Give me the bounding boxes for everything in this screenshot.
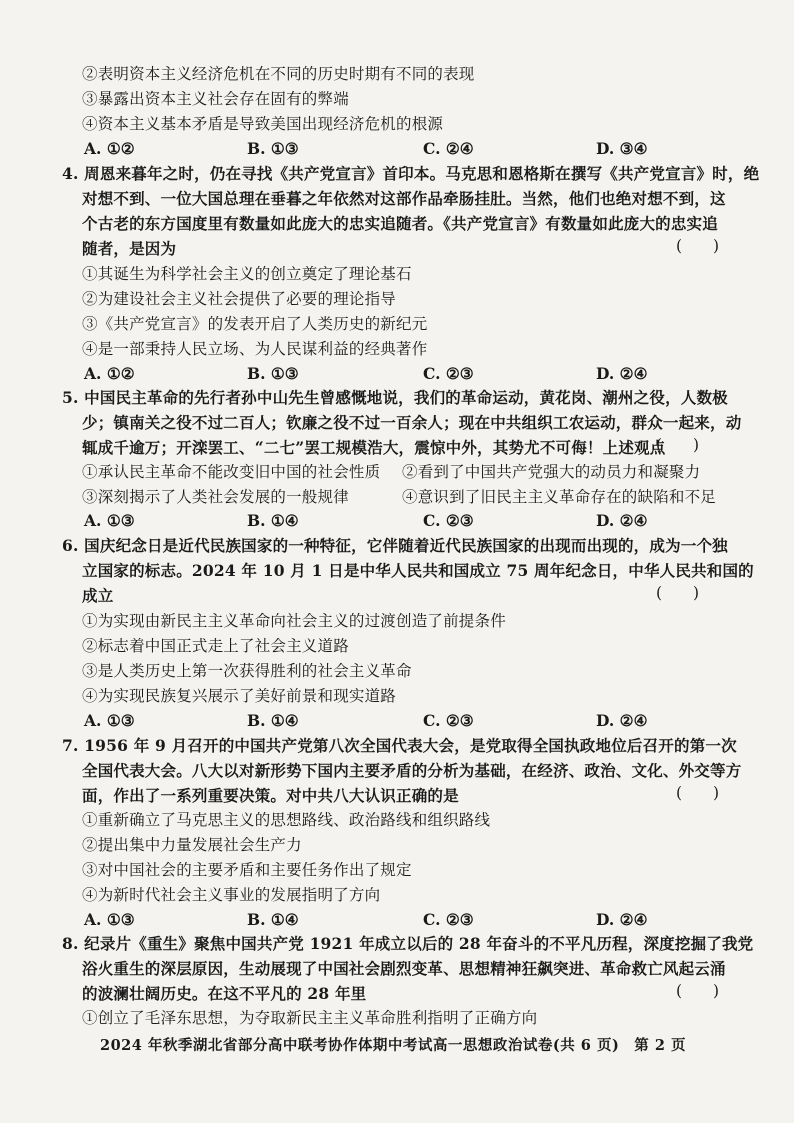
q5-answer-blank: ( ) (656, 436, 700, 454)
q7-choice-d: D. ②④ (596, 910, 648, 929)
q7-option-3: ③对中国社会的主要矛盾和主要任务作出了规定 (82, 861, 412, 879)
q5-option-3: ③深刻揭示了人类社会发展的一般规律 (82, 488, 349, 506)
q6-choice-a: A. ①③ (84, 711, 135, 730)
q5-choice-a: A. ①③ (84, 511, 135, 530)
q4-choice-b: B. ①③ (247, 364, 299, 383)
q8-answer-blank: ( ) (676, 982, 720, 1000)
q4-stem-line-2: 对想不到、一位大国总理在垂暮之年依然对这部作品牵肠挂肚。当然，他们也绝对想不到，这 (82, 189, 726, 208)
q4-stem-line-4: 随者，是因为 (82, 239, 177, 258)
q5-option-4: ④意识到了旧民主主义革命存在的缺陷和不足 (402, 488, 717, 506)
q8-stem-line-2: 浴火重生的深层原因，生动展现了中国社会剧烈变革、思想精神狂飙突进、革命救亡风起云涌 (82, 959, 726, 978)
q6-option-1: ①为实现由新民主主义革命向社会主义的过渡创造了前提条件 (82, 612, 506, 630)
q3-choice-a: A. ①② (84, 139, 135, 158)
q7-stem-line-3: 面，作出了一系列重要决策。对中共八大认识正确的是 (82, 786, 459, 805)
q4-option-4: ④是一部秉持人民立场、为人民谋利益的经典著作 (82, 340, 428, 358)
q4-option-1: ①其诞生为科学社会主义的创立奠定了理论基石 (82, 265, 412, 283)
q6-stem-line-2: 立国家的标志。2024 年 10 月 1 日是中华人民共和国成立 75 周年纪念日，中华人民共和国的 (82, 561, 754, 580)
q6-choice-d: D. ②④ (596, 711, 648, 730)
q7-choice-c: C. ②③ (423, 910, 474, 929)
q7-option-1: ①重新确立了马克思主义的思想路线、政治路线和组织路线 (82, 811, 491, 829)
q4-option-2: ②为建设社会主义社会提供了必要的理论指导 (82, 290, 397, 308)
q6-stem-line-1: 6. 国庆纪念日是近代民族国家的一种特征，它伴随着近代民族国家的出现而出现的，成为一个独 (62, 536, 728, 555)
q4-option-3: ③《共产党宣言》的发表开启了人类历史的新纪元 (82, 315, 428, 333)
q6-choice-b: B. ①④ (247, 711, 299, 730)
q6-stem-line-3: 成立 (82, 586, 114, 605)
q7-stem-line-2: 全国代表大会。八大以对新形势下国内主要矛盾的分析为基础，在经济、政治、文化、外交等方 (82, 761, 742, 780)
q6-option-4: ④为实现民族复兴展示了美好前景和现实道路 (82, 687, 397, 705)
q6-answer-blank: ( ) (656, 584, 700, 602)
q5-choice-d: D. ②④ (596, 511, 648, 530)
q3-option-4: ④资本主义基本矛盾是导致美国出现经济危机的根源 (82, 115, 444, 133)
q4-choice-c: C. ②③ (423, 364, 474, 383)
q8-stem-line-3: 的波澜壮阔历史。在这不平凡的 28 年里 (82, 984, 367, 1003)
q7-stem-line-1: 7. 1956 年 9 月召开的中国共产党第八次全国代表大会，是党取得全国执政地位后召开的第一次 (62, 736, 737, 755)
q7-choice-a: A. ①③ (84, 910, 135, 929)
q3-choice-b: B. ①③ (247, 139, 299, 158)
q5-choice-b: B. ①④ (247, 511, 299, 530)
q3-choice-d: D. ③④ (596, 139, 648, 158)
q6-choice-c: C. ②③ (423, 711, 474, 730)
q6-option-3: ③是人类历史上第一次获得胜利的社会主义革命 (82, 662, 412, 680)
q7-option-2: ②提出集中力量发展社会生产力 (82, 836, 302, 854)
page-footer: 2024 年秋季湖北省部分高中联考协作体期中考试高一思想政治试卷(共 6 页) 第 2 页 (100, 1037, 686, 1054)
q3-option-2: ②表明资本主义经济危机在不同的历史时期有不同的表现 (82, 65, 475, 83)
q4-stem-line-1: 4. 周恩来暮年之时，仍在寻找《共产党宣言》首印本。马克思和恩格斯在撰写《共产党宣言》时，绝 (62, 164, 760, 183)
q5-stem-line-3: 辄成千逾万；开滦罢工、“二七”罢工规模浩大，震惊中外，其势尤不可侮！上述观点 (82, 438, 666, 457)
q3-choice-c: C. ②④ (423, 139, 474, 158)
q6-option-2: ②标志着中国正式走上了社会主义道路 (82, 637, 349, 655)
q3-option-3: ③暴露出资本主义社会存在固有的弊端 (82, 90, 349, 108)
q7-answer-blank: ( ) (676, 784, 720, 802)
q4-choice-a: A. ①② (84, 364, 135, 383)
q4-choice-d: D. ②④ (596, 364, 648, 383)
q7-choice-b: B. ①④ (247, 910, 299, 929)
q5-option-2: ②看到了中国共产党强大的动员力和凝聚力 (402, 463, 701, 481)
q8-option-1: ①创立了毛泽东思想，为夺取新民主主义革命胜利指明了正确方向 (82, 1009, 538, 1027)
q8-stem-line-1: 8. 纪录片《重生》聚焦中国共产党 1921 年成立以后的 28 年奋斗的不平凡历程，深度挖掘了我党 (62, 934, 754, 953)
q5-stem-line-1: 5. 中国民主革命的先行者孙中山先生曾感慨地说，我们的革命运动，黄花岗、潮州之役，人数极 (62, 388, 728, 407)
q7-option-4: ④为新时代社会主义事业的发展指明了方向 (82, 886, 381, 904)
q5-stem-line-2: 少；镇南关之役不过二百人；钦廉之役不过一百余人；现在中共组织工农运动，群众一起来，动 (82, 413, 742, 432)
q5-option-1: ①承认民主革命不能改变旧中国的社会性质 (82, 463, 381, 481)
q4-answer-blank: ( ) (676, 237, 720, 255)
q4-stem-line-3: 个古老的东方国度里有数量如此庞大的忠实追随者。《共产党宣言》有数量如此庞大的忠实追 (82, 214, 718, 233)
q5-choice-c: C. ②③ (423, 511, 474, 530)
